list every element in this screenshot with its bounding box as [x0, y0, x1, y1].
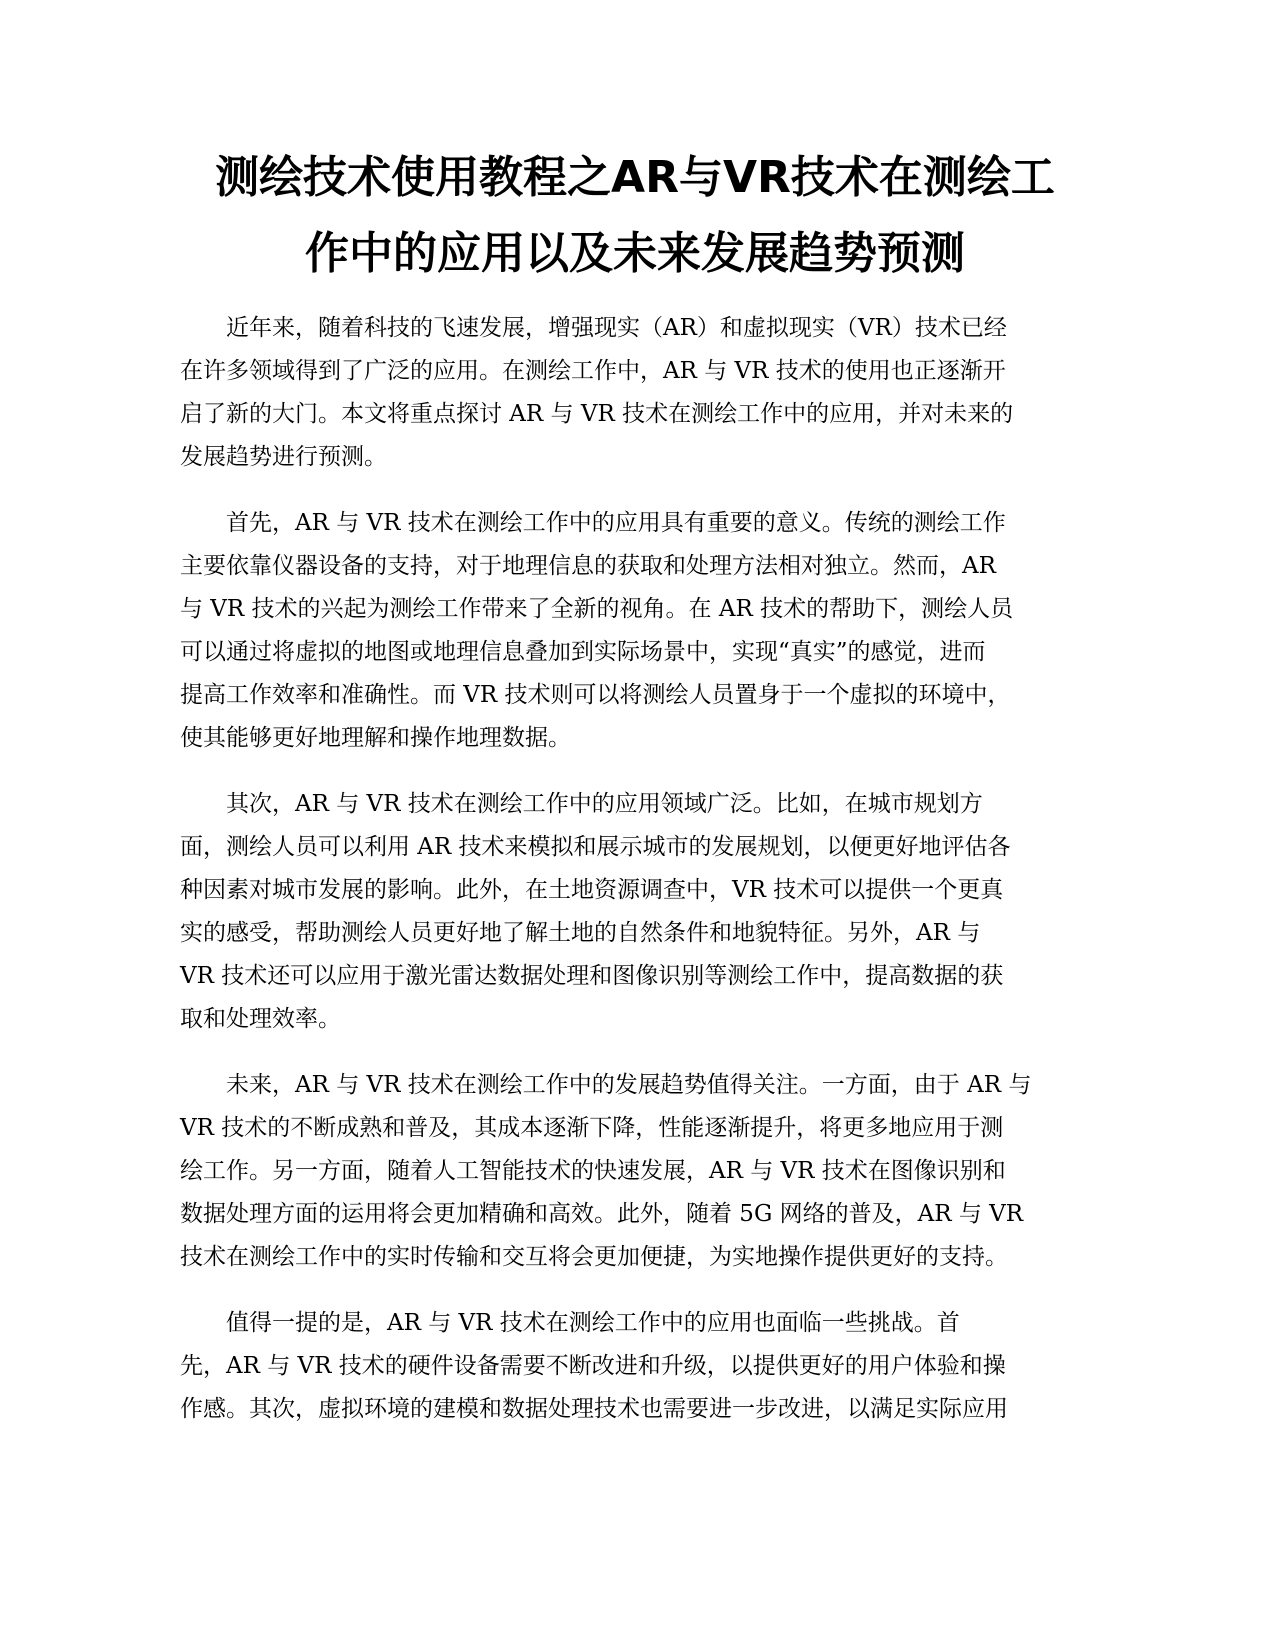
paragraph-future-trends [180, 1064, 1090, 1279]
text-line: VR 技术还可以应用于激光雷达数据处理和图像识别等测绘工作中，提高数据的获 [180, 963, 1004, 989]
text-line: 启了新的大门。本文将重点探讨 AR 与 VR 技术在测绘工作中的应用，并对未来的 [180, 401, 1014, 427]
paragraph-applications [180, 783, 1090, 1041]
text-line: 作感。其次，虚拟环境的建模和数据处理技术也需要进一步改进，以满足实际应用 [180, 1396, 1008, 1422]
text-line: 未来，AR 与 VR 技术在测绘工作中的发展趋势值得关注。一方面，由于 AR 与 [226, 1072, 1032, 1098]
title-line: 作中的应用以及未来发展趋势预测 [305, 228, 965, 279]
text-line: 面，测绘人员可以利用 AR 技术来模拟和展示城市的发展规划，以便更好地评估各 [180, 834, 1011, 860]
paragraph-significance [180, 502, 1090, 760]
text-line: 近年来，随着科技的飞速发展，增强现实（AR）和虚拟现实（VR）技术已经 [226, 315, 1007, 341]
text-line: 技术在测绘工作中的实时传输和交互将会更加便捷，为实地操作提供更好的支持。 [180, 1244, 1008, 1270]
text-line: 值得一提的是，AR 与 VR 技术在测绘工作中的应用也面临一些挑战。首 [226, 1310, 960, 1336]
text-line: VR 技术的不断成熟和普及，其成本逐渐下降，性能逐渐提升，将更多地应用于测 [180, 1115, 1004, 1141]
document-title [180, 140, 1090, 292]
text-line: 与 VR 技术的兴起为测绘工作带来了全新的视角。在 AR 技术的帮助下，测绘人员 [180, 596, 1014, 622]
text-line: 提高工作效率和准确性。而 VR 技术则可以将测绘人员置身于一个虚拟的环境中， [180, 682, 1011, 708]
paragraph-challenges [180, 1302, 1090, 1431]
title-line: 测绘技术使用教程之AR与VR技术在测绘工 [215, 152, 1055, 203]
text-line: 在许多领域得到了广泛的应用。在测绘工作中，AR 与 VR 技术的使用也正逐渐开 [180, 358, 1006, 384]
text-line: 其次，AR 与 VR 技术在测绘工作中的应用领域广泛。比如，在城市规划方 [226, 791, 983, 817]
text-line: 绘工作。另一方面，随着人工智能技术的快速发展，AR 与 VR 技术在图像识别和 [180, 1158, 1006, 1184]
text-line: 首先，AR 与 VR 技术在测绘工作中的应用具有重要的意义。传统的测绘工作 [226, 510, 1006, 536]
text-line: 发展趋势进行预测。 [180, 444, 387, 470]
document-body [180, 307, 1090, 1454]
text-line: 使其能够更好地理解和操作地理数据。 [180, 725, 571, 751]
text-line: 种因素对城市发展的影响。此外，在土地资源调查中，VR 技术可以提供一个更真 [180, 877, 1004, 903]
text-line: 数据处理方面的运用将会更加精确和高效。此外，随着 5G 网络的普及，AR 与 VR [180, 1201, 1024, 1227]
paragraph-intro [180, 307, 1090, 479]
text-line: 主要依靠仪器设备的支持，对于地理信息的获取和处理方法相对独立。然而，AR [180, 553, 996, 579]
text-line: 先，AR 与 VR 技术的硬件设备需要不断改进和升级，以提供更好的用户体验和操 [180, 1353, 1006, 1379]
text-line: 取和处理效率。 [180, 1006, 341, 1032]
text-line: 实的感受，帮助测绘人员更好地了解土地的自然条件和地貌特征。另外，AR 与 [180, 920, 981, 946]
text-line: 可以通过将虚拟的地图或地理信息叠加到实际场景中，实现“真实”的感觉，进而 [180, 639, 986, 665]
